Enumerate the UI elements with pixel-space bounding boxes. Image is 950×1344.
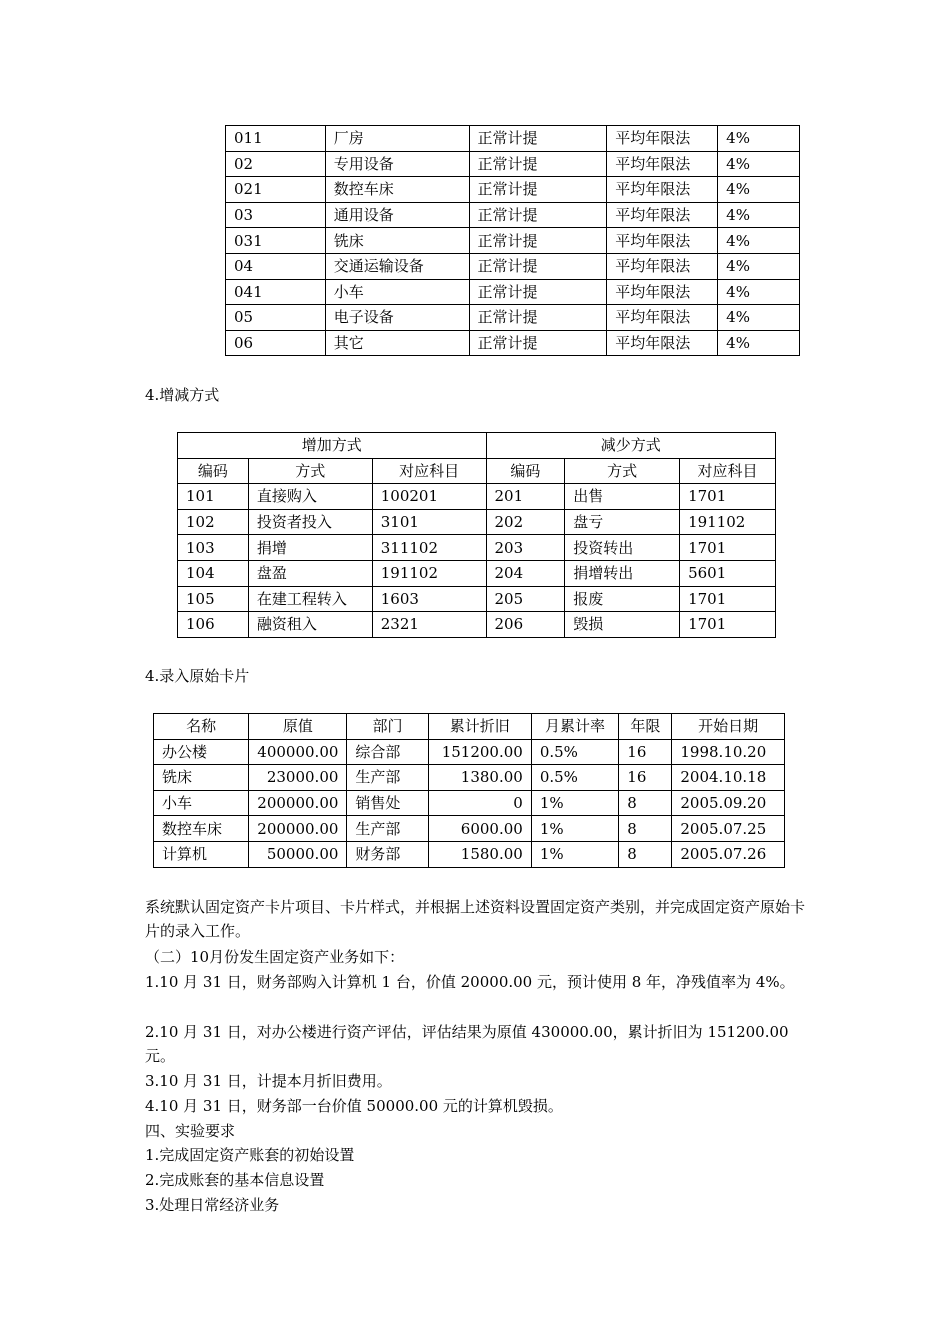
asset-card-cell: 2005.09.20 <box>672 790 785 816</box>
change-method-cell: 1701 <box>680 612 776 638</box>
category-cell: 数控车床 <box>325 177 469 203</box>
column-header: 名称 <box>154 714 249 740</box>
asset-card-cell: 生产部 <box>347 816 428 842</box>
category-cell: 交通运输设备 <box>325 253 469 279</box>
asset-card-cell: 0 <box>428 790 531 816</box>
category-row <box>226 253 800 279</box>
asset-card-cell: 2004.10.18 <box>672 765 785 791</box>
asset-card-cell: 151200.00 <box>428 739 531 765</box>
change-table-group-row <box>178 433 776 459</box>
change-method-cell: 3101 <box>372 509 486 535</box>
category-cell: 平均年限法 <box>607 151 718 177</box>
requirement-2: 2.完成账套的基本信息设置 <box>145 1171 325 1189</box>
category-cell: 平均年限法 <box>607 202 718 228</box>
card-table-header-row <box>154 714 785 740</box>
asset-card-row <box>154 739 785 765</box>
asset-card-cell: 2005.07.25 <box>672 816 785 842</box>
change-method-row <box>178 484 776 510</box>
asset-card-cell: 8 <box>619 841 672 867</box>
change-method-cell: 捐增转出 <box>565 560 680 586</box>
change-method-cell: 1701 <box>680 484 776 510</box>
category-cell: 正常计提 <box>469 330 607 356</box>
change-method-cell: 104 <box>178 560 249 586</box>
asset-card-cell: 生产部 <box>347 765 428 791</box>
paragraph-business-3: 3.10 月 31 日，计提本月折旧费用。 <box>145 1072 392 1090</box>
category-cell: 4% <box>718 126 800 152</box>
change-method-cell: 100201 <box>372 484 486 510</box>
asset-card-cell: 1% <box>531 841 618 867</box>
column-header: 累计折旧 <box>428 714 531 740</box>
category-cell: 正常计提 <box>469 305 607 331</box>
paragraph-business-2: 2.10 月 31 日，对办公楼进行资产评估，评估结果为原值 430000.00，累计折旧为 151200.00 元。 <box>145 1023 789 1065</box>
category-cell: 06 <box>226 330 326 356</box>
category-cell: 平均年限法 <box>607 330 718 356</box>
category-cell: 平均年限法 <box>607 305 718 331</box>
category-cell: 平均年限法 <box>607 126 718 152</box>
category-cell: 4% <box>718 202 800 228</box>
category-cell: 4% <box>718 253 800 279</box>
category-cell: 4% <box>718 279 800 305</box>
column-header: 编码 <box>178 458 249 484</box>
change-method-cell: 投资转出 <box>565 535 680 561</box>
change-method-cell: 204 <box>486 560 565 586</box>
change-method-cell: 盘亏 <box>565 509 680 535</box>
change-method-row <box>178 586 776 612</box>
change-method-row <box>178 560 776 586</box>
requirement-3: 3.处理日常经济业务 <box>145 1196 280 1214</box>
heading-experiment-requirements: 四、实验要求 <box>145 1122 236 1140</box>
asset-card-cell: 16 <box>619 739 672 765</box>
asset-card-cell: 数控车床 <box>154 816 249 842</box>
category-cell: 011 <box>226 126 326 152</box>
asset-card-cell: 1580.00 <box>428 841 531 867</box>
change-method-row <box>178 535 776 561</box>
asset-card-cell: 1% <box>531 790 618 816</box>
change-method-cell: 105 <box>178 586 249 612</box>
change-method-cell: 1701 <box>680 535 776 561</box>
change-method-cell: 在建工程转入 <box>248 586 372 612</box>
asset-card-cell: 8 <box>619 816 672 842</box>
requirement-1: 1.完成固定资产账套的初始设置 <box>145 1146 355 1164</box>
asset-card-row <box>154 765 785 791</box>
asset-card-cell: 1380.00 <box>428 765 531 791</box>
increase-group-header: 增加方式 <box>178 433 487 459</box>
column-header: 编码 <box>486 458 565 484</box>
change-method-row <box>178 612 776 638</box>
change-method-cell: 5601 <box>680 560 776 586</box>
category-cell: 电子设备 <box>325 305 469 331</box>
asset-card-cell: 小车 <box>154 790 249 816</box>
category-cell: 平均年限法 <box>607 228 718 254</box>
column-header: 月累计率 <box>531 714 618 740</box>
paragraph-october-business: （二）10月份发生固定资产业务如下： <box>145 948 405 966</box>
category-cell: 4% <box>718 228 800 254</box>
change-method-cell: 投资者投入 <box>248 509 372 535</box>
category-cell: 031 <box>226 228 326 254</box>
column-header: 方式 <box>248 458 372 484</box>
asset-card-cell: 销售处 <box>347 790 428 816</box>
section-heading-change-methods: 4.增减方式 <box>145 386 220 404</box>
section-heading-cards: 4.录入原始卡片 <box>145 667 250 685</box>
change-method-cell: 2321 <box>372 612 486 638</box>
category-row <box>226 330 800 356</box>
column-header: 原值 <box>249 714 347 740</box>
asset-card-cell: 铣床 <box>154 765 249 791</box>
change-method-cell: 206 <box>486 612 565 638</box>
asset-card-row <box>154 841 785 867</box>
category-cell: 4% <box>718 151 800 177</box>
asset-card-row <box>154 790 785 816</box>
change-method-cell: 毁损 <box>565 612 680 638</box>
category-cell: 4% <box>718 305 800 331</box>
category-row <box>226 202 800 228</box>
paragraph-business-1: 1.10 月 31 日，财务部购入计算机 1 台，价值 20000.00 元，预计使用 8 年，净残值率为 4%。 <box>145 973 795 991</box>
asset-card-cell: 8 <box>619 790 672 816</box>
change-method-cell: 盘盈 <box>248 560 372 586</box>
change-method-cell: 201 <box>486 484 565 510</box>
asset-card-cell: 200000.00 <box>249 790 347 816</box>
change-method-row <box>178 509 776 535</box>
column-header: 年限 <box>619 714 672 740</box>
change-method-cell: 103 <box>178 535 249 561</box>
asset-card-cell: 16 <box>619 765 672 791</box>
category-row <box>226 279 800 305</box>
category-cell: 正常计提 <box>469 151 607 177</box>
category-row <box>226 305 800 331</box>
category-cell: 正常计提 <box>469 253 607 279</box>
change-method-cell: 102 <box>178 509 249 535</box>
column-header: 部门 <box>347 714 428 740</box>
decrease-group-header: 减少方式 <box>486 433 776 459</box>
change-table-header-row <box>178 458 776 484</box>
category-row <box>226 177 800 203</box>
change-method-cell: 205 <box>486 586 565 612</box>
asset-card-cell: 23000.00 <box>249 765 347 791</box>
asset-card-cell: 财务部 <box>347 841 428 867</box>
column-header: 对应科目 <box>372 458 486 484</box>
category-cell: 通用设备 <box>325 202 469 228</box>
asset-card-cell: 6000.00 <box>428 816 531 842</box>
paragraph-card-setup: 系统默认固定资产卡片项目、卡片样式，并根据上述资料设置固定资产类别，并完成固定资产原始卡片的录入工作。 <box>145 898 806 940</box>
category-cell: 03 <box>226 202 326 228</box>
category-row <box>226 151 800 177</box>
asset-category-table <box>225 125 800 356</box>
category-cell: 平均年限法 <box>607 177 718 203</box>
asset-card-cell: 2005.07.26 <box>672 841 785 867</box>
asset-card-cell: 0.5% <box>531 739 618 765</box>
category-cell: 4% <box>718 177 800 203</box>
category-cell: 平均年限法 <box>607 253 718 279</box>
asset-card-cell: 办公楼 <box>154 739 249 765</box>
category-cell: 02 <box>226 151 326 177</box>
category-cell: 4% <box>718 330 800 356</box>
change-method-cell: 1701 <box>680 586 776 612</box>
category-cell: 041 <box>226 279 326 305</box>
category-cell: 专用设备 <box>325 151 469 177</box>
asset-card-cell: 1% <box>531 816 618 842</box>
change-method-cell: 捐增 <box>248 535 372 561</box>
asset-card-cell: 400000.00 <box>249 739 347 765</box>
category-cell: 正常计提 <box>469 228 607 254</box>
change-method-cell: 出售 <box>565 484 680 510</box>
category-cell: 平均年限法 <box>607 279 718 305</box>
category-row <box>226 228 800 254</box>
category-row <box>226 126 800 152</box>
category-cell: 021 <box>226 177 326 203</box>
column-header: 对应科目 <box>680 458 776 484</box>
column-header: 开始日期 <box>672 714 785 740</box>
asset-card-cell: 50000.00 <box>249 841 347 867</box>
asset-card-cell: 0.5% <box>531 765 618 791</box>
change-method-cell: 101 <box>178 484 249 510</box>
category-cell: 正常计提 <box>469 202 607 228</box>
category-cell: 正常计提 <box>469 126 607 152</box>
change-method-cell: 311102 <box>372 535 486 561</box>
column-header: 方式 <box>565 458 680 484</box>
change-method-cell: 191102 <box>680 509 776 535</box>
change-method-cell: 203 <box>486 535 565 561</box>
asset-card-cell: 综合部 <box>347 739 428 765</box>
change-method-cell: 191102 <box>372 560 486 586</box>
change-method-cell: 融资租入 <box>248 612 372 638</box>
asset-card-cell: 1998.10.20 <box>672 739 785 765</box>
change-method-cell: 106 <box>178 612 249 638</box>
category-cell: 其它 <box>325 330 469 356</box>
change-method-cell: 1603 <box>372 586 486 612</box>
asset-card-table <box>153 713 785 868</box>
category-cell: 厂房 <box>325 126 469 152</box>
category-cell: 小车 <box>325 279 469 305</box>
category-cell: 正常计提 <box>469 279 607 305</box>
paragraph-business-4: 4.10 月 31 日，财务部一台价值 50000.00 元的计算机毁损。 <box>145 1097 563 1115</box>
category-cell: 正常计提 <box>469 177 607 203</box>
asset-card-cell: 计算机 <box>154 841 249 867</box>
change-method-table <box>177 432 776 638</box>
category-cell: 04 <box>226 253 326 279</box>
asset-card-cell: 200000.00 <box>249 816 347 842</box>
change-method-cell: 报废 <box>565 586 680 612</box>
category-cell: 铣床 <box>325 228 469 254</box>
change-method-cell: 直接购入 <box>248 484 372 510</box>
category-cell: 05 <box>226 305 326 331</box>
change-method-cell: 202 <box>486 509 565 535</box>
asset-card-row <box>154 816 785 842</box>
